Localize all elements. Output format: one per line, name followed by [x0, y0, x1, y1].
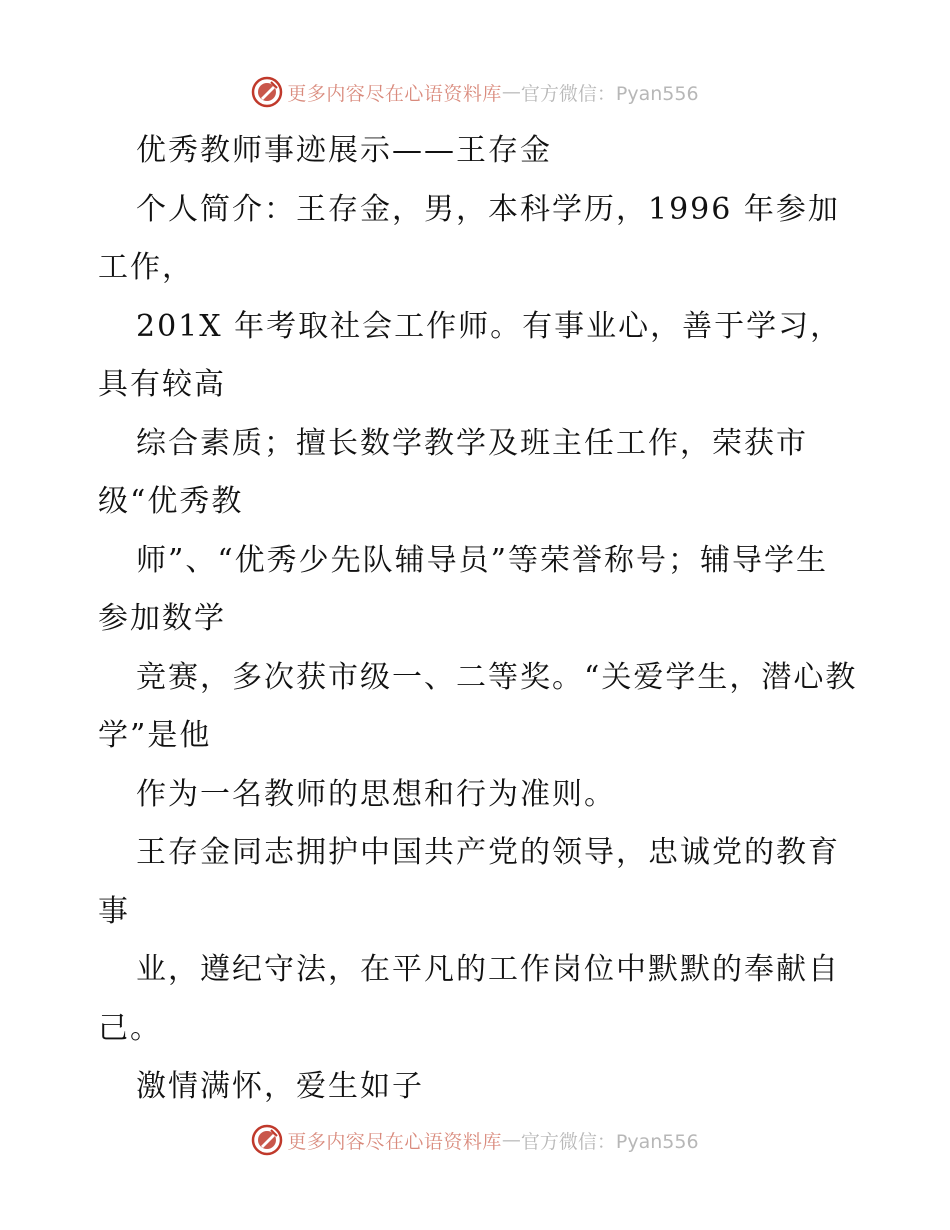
footer-watermark: [0, 1120, 950, 1160]
paragraph: 综合素质；擅长数学教学及班主任工作，荣获市级“优秀教: [98, 425, 808, 519]
paragraph: 201X 年考取社会工作师。有事业心，善于学习，具有较高: [98, 308, 843, 402]
watermark-separator: —: [501, 81, 521, 103]
watermark-wechat-text: 官方微信：Pyan556: [520, 1130, 699, 1153]
header-watermark: [0, 72, 950, 112]
paragraph: 王存金同志拥护中国共产党的领导，忠诚党的教育事: [98, 835, 840, 929]
paragraph: 个人简介：王存金，男，本科学历，1996 年参加工作，: [98, 191, 840, 285]
document-title: 优秀教师事迹展示——王存金: [136, 133, 552, 168]
paragraph: 师”、“优秀少先队辅导员”等荣誉称号；辅导学生参加数学: [98, 542, 829, 636]
paragraph: 竞赛，多次获市级一、二等奖。“关爱学生，潜心教学”是他: [98, 659, 858, 753]
watermark-brand-text: 更多内容尽在心语资料库: [287, 82, 502, 105]
watermark-brand-text: 更多内容尽在心语资料库: [287, 1130, 502, 1153]
paragraph: 业，遵纪守法，在平凡的工作岗位中默默的奉献自己。: [98, 952, 840, 1046]
document-body: [98, 122, 858, 1117]
pen-circle-logo-icon: [251, 76, 283, 108]
paragraph: 激情满怀，爱生如子: [136, 1069, 424, 1104]
watermark-separator: —: [501, 1129, 521, 1151]
paragraph: 作为一名教师的思想和行为准则。: [136, 776, 616, 812]
pen-circle-logo-icon: [251, 1124, 283, 1156]
watermark-wechat-text: 官方微信：Pyan556: [520, 82, 699, 105]
